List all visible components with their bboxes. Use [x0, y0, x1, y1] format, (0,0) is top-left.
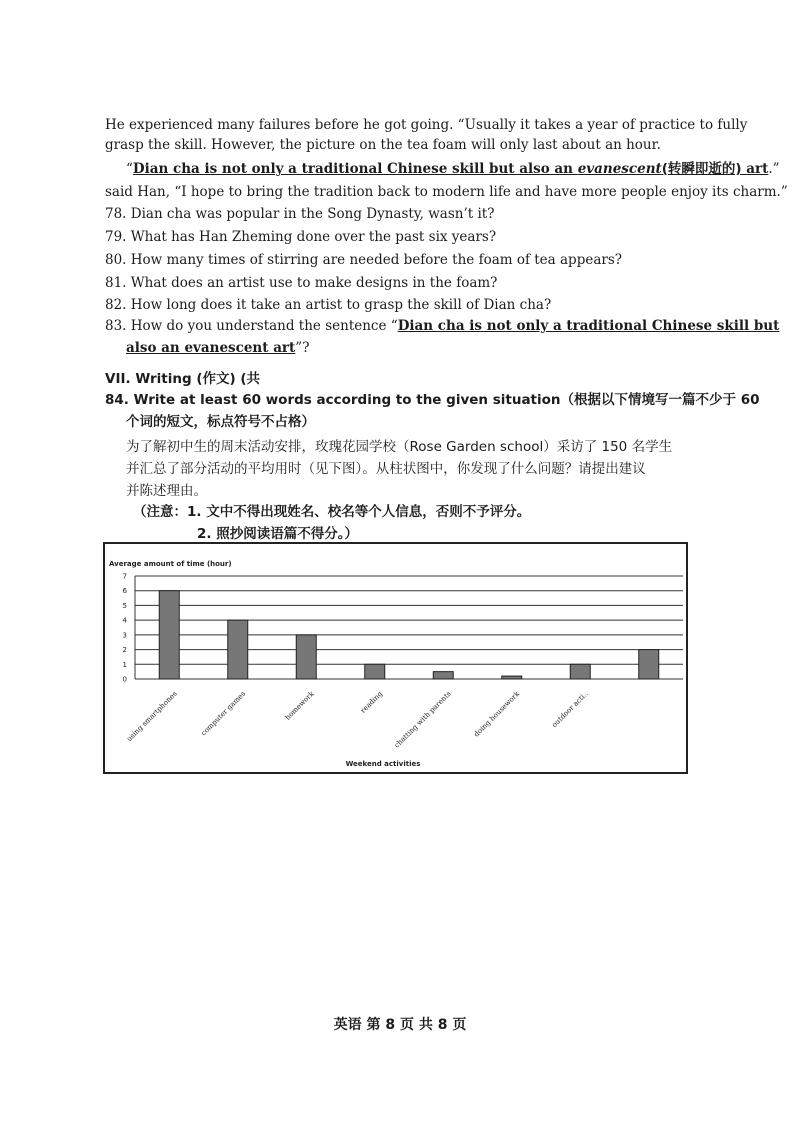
chart-y-tick-label: 0 [122, 675, 127, 684]
chart-y-axis-title: Average amount of time (hour) [109, 560, 232, 568]
chart-x-tick-label: using smartphones [125, 689, 179, 744]
chart-bar [296, 635, 316, 679]
q84-english: 84. Write at least 60 words according to the given situation [105, 392, 561, 408]
q83-quote-part-1: Dian cha is not only a traditional Chinese skill but [397, 318, 780, 334]
q84-chinese-2: 个词的短文，标点符号不占格） [126, 414, 315, 430]
question-83-cont [126, 339, 309, 357]
bar-chart-svg [105, 544, 690, 776]
chart-bar [159, 591, 179, 679]
passage-line-1: He experienced many failures before he got going. “Usually it takes a year of practice to fully [105, 117, 748, 133]
writing-heading: VII. Writing (作文) (共 [105, 371, 261, 387]
q83-quote-part-2: also an evanescent art [126, 340, 296, 356]
chart-y-tick-label: 2 [122, 646, 127, 655]
quote-open: “ [126, 161, 133, 177]
q83-prefix: 83. How do you understand the sentence “ [105, 318, 398, 334]
quote-bold-text: Dian cha is not only a traditional Chinese skill but also an [132, 161, 578, 177]
chart-y-tick-label: 5 [122, 601, 127, 610]
chart-x-tick-label: homework [283, 689, 316, 722]
chart-x-tick-label: doing housework [472, 689, 522, 739]
note-1: （注意：1. 文中不得出现姓名、校名等个人信息，否则不予评分。 [133, 504, 531, 520]
page-footer: 英语 第 8 页 共 8 页 [333, 1017, 467, 1033]
question-80: 80. How many times of stirring are needed before the foam of tea appears? [105, 252, 622, 268]
situation-line-1: 为了解初中生的周末活动安排，玫瑰花园学校（Rose Garden school）采访了 150 名学生 [126, 439, 673, 455]
chart-bar [570, 664, 590, 679]
quote-art: art [741, 161, 769, 177]
chart-x-tick-label: chatting with parents [392, 689, 453, 750]
chart-y-tick-label: 7 [122, 572, 127, 581]
question-81: 81. What does an artist use to make designs in the foam? [105, 275, 498, 291]
chart-y-tick-label: 3 [122, 631, 127, 640]
q83-suffix: ”? [295, 340, 310, 356]
chart-x-axis-title: Weekend activities [345, 760, 421, 768]
chart-x-tick-label: outdoor acti.. [550, 689, 590, 730]
chart-bar [365, 664, 385, 679]
chart-y-tick-label: 4 [122, 616, 127, 625]
situation-line-3: 并陈述理由。 [126, 483, 207, 499]
passage-line-4: said Han, “I hope to bring the tradition back to modern life and have more people enjoy its charm.” [105, 184, 788, 200]
quote-italic-word: evanescent [577, 161, 662, 177]
chart-bar [433, 672, 453, 679]
question-78: 78. Dian cha was popular in the Song Dynasty, wasn’t it? [105, 206, 495, 222]
question-82: 82. How long does it take an artist to grasp the skill of Dian cha? [105, 297, 552, 313]
passage-line-2: grasp the skill. However, the picture on the tea foam will only last about an hour. [105, 137, 661, 153]
q84-chinese-1: （根据以下情境写一篇不少于 60 [560, 392, 760, 408]
situation-line-2: 并汇总了部分活动的平均用时（见下图）。从柱状图中，你发现了什么问题？请提出建议 [126, 461, 646, 477]
bar-chart [103, 542, 688, 774]
question-79: 79. What has Han Zheming done over the past six years? [105, 229, 497, 245]
note-2: 2. 照抄阅读语篇不得分。） [197, 526, 358, 542]
question-83 [105, 317, 779, 335]
passage-quote-line [126, 160, 780, 178]
chart-y-tick-label: 6 [122, 587, 127, 596]
question-84 [105, 391, 760, 409]
chart-x-tick-label: reading [359, 689, 385, 715]
chart-y-tick-label: 1 [122, 660, 127, 669]
chart-x-tick-label: computer games [199, 689, 248, 738]
chart-bar [639, 650, 659, 679]
quote-close: .” [768, 161, 780, 177]
chart-bar [228, 620, 248, 679]
quote-chinese-gloss: (转瞬即逝的) [661, 161, 742, 177]
chart-bar [502, 676, 522, 679]
